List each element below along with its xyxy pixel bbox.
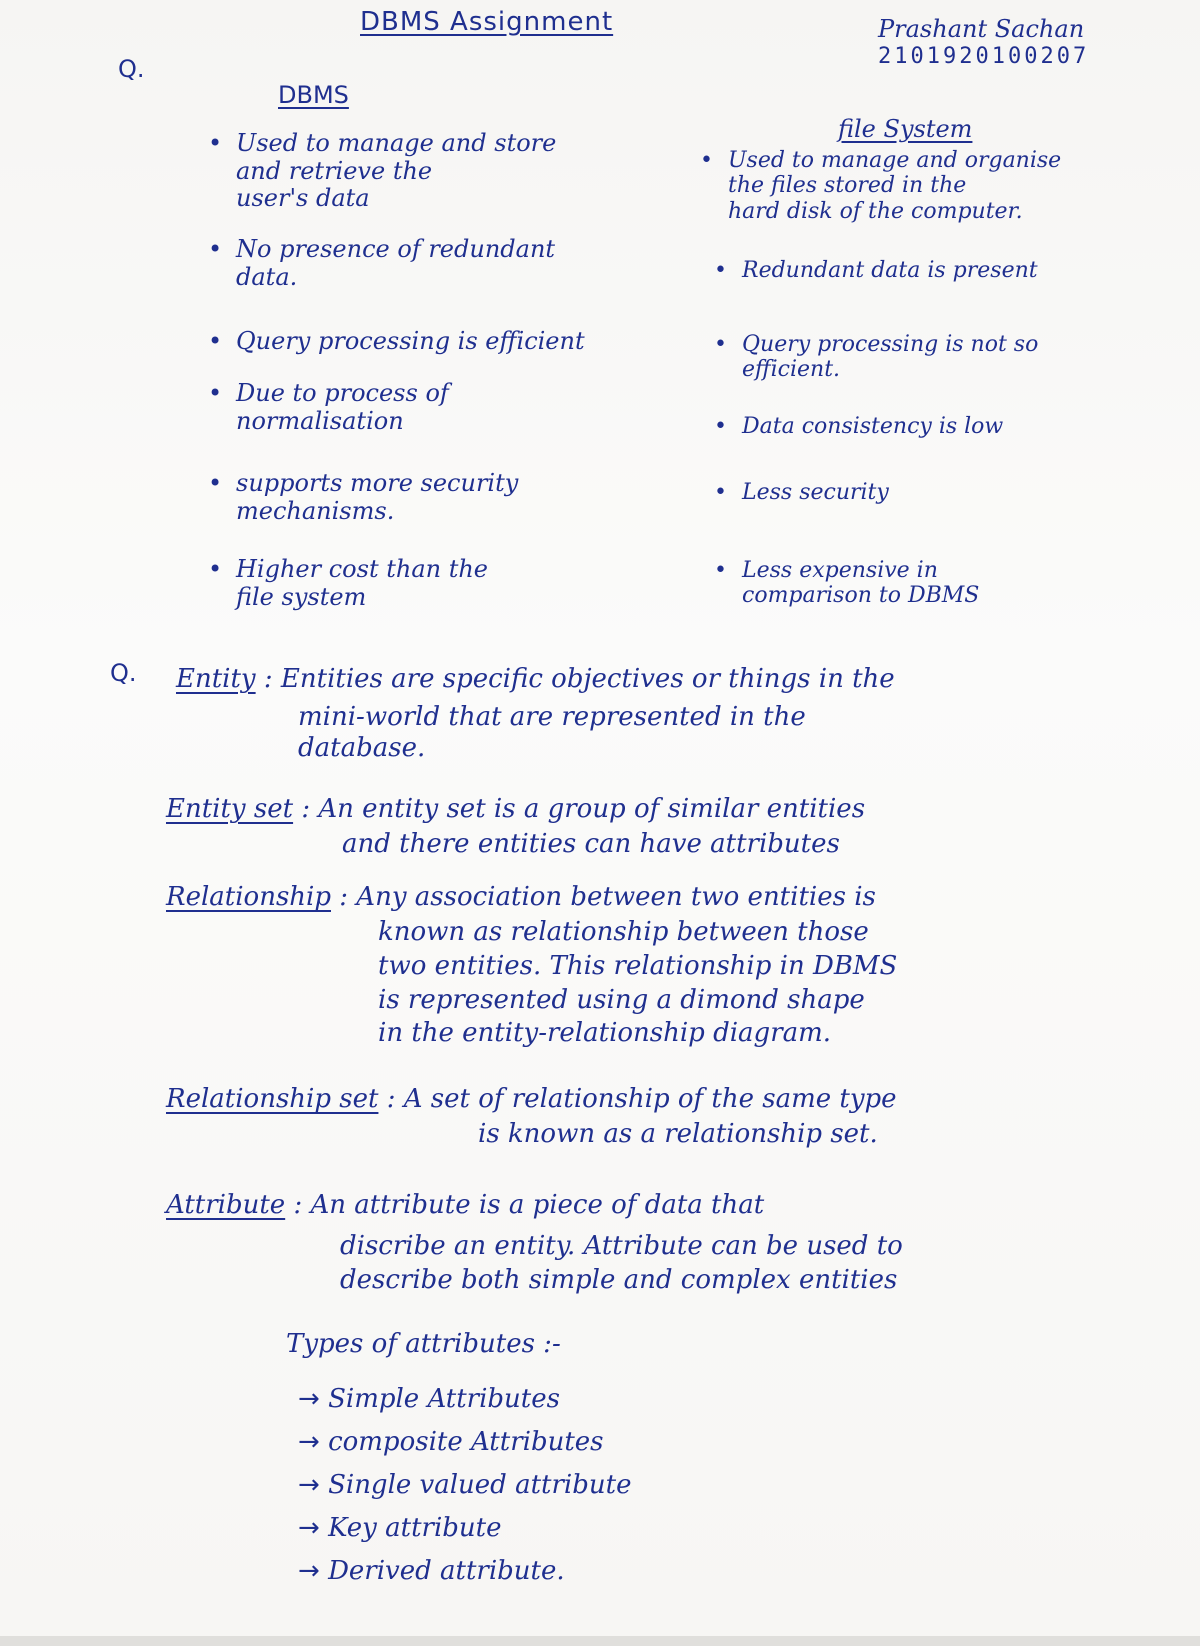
dbms-point-1 (236, 130, 556, 213)
file-system-point-6-line: • Less expensive in (742, 558, 938, 583)
dbms-point-6 (236, 556, 488, 611)
attribute-type-text: Derived attribute. (328, 1555, 565, 1586)
entity-set-label: Entity set (166, 794, 294, 824)
dbms-point-2 (236, 236, 555, 291)
question-2-marker: Q. (110, 659, 137, 687)
dbms-point-5 (236, 470, 518, 525)
file-system-point-3-line: • Query processing is not so (742, 332, 1039, 357)
relationship-line-2: known as relationship between those (378, 917, 869, 947)
dbms-point-6-line: file system (236, 582, 367, 611)
author-name: Prashant Sachan (878, 15, 1085, 43)
attribute-type-item: → composite Attributes (298, 1426, 604, 1457)
entity-definition-cont (298, 702, 806, 764)
attribute-type-item: → Derived attribute. (298, 1555, 565, 1586)
attribute-line-1: An attribute is a piece of data that (310, 1190, 765, 1220)
attribute-types-list (298, 1378, 631, 1592)
file-system-point-3-line: efficient. (742, 357, 841, 383)
entity-label: Entity (176, 664, 256, 694)
file-system-point-5-line: • Less security (742, 480, 889, 505)
dbms-point-1-line: • Used to manage and store (236, 129, 557, 157)
relationship-set-line-2: is known as a relationship set. (478, 1119, 878, 1149)
file-system-point-5 (742, 480, 889, 505)
dbms-point-2-line: • No presence of redundant (236, 235, 556, 263)
attribute-line-3: describe both simple and complex entities (340, 1264, 898, 1295)
file-system-point-4-line: • Data consistency is low (742, 414, 1004, 439)
assignment-title: DBMS Assignment (360, 7, 614, 37)
dbms-point-5-line: mechanisms. (236, 496, 395, 525)
question-1-marker: Q. (118, 55, 145, 83)
relationship-definition-cont (378, 916, 897, 1051)
attribute-label: Attribute (166, 1190, 286, 1220)
dbms-point-5-line: • supports more security (236, 469, 519, 497)
dbms-point-6-line: • Higher cost than the (236, 555, 489, 583)
attribute-type-text: Key attribute (328, 1512, 502, 1543)
attribute-definition: Attribute : An attribute is a piece of data that (166, 1190, 765, 1220)
relationship-line-4: is represented using a dimond shape (378, 984, 865, 1015)
attribute-types-heading: Types of attributes :- (286, 1329, 561, 1359)
relationship-label: Relationship (166, 882, 331, 912)
attribute-type-text: composite Attributes (328, 1426, 604, 1457)
dbms-point-3 (236, 328, 585, 356)
relationship-line-5: in the entity-relationship diagram. (378, 1018, 832, 1049)
file-system-column-heading: file System (838, 115, 973, 143)
roll-number: 2101920100207 (878, 44, 1090, 69)
attribute-type-item: → Key attribute (298, 1512, 502, 1543)
attribute-type-item: → Single valued attribute (298, 1469, 632, 1500)
page-bottom-edge (0, 1636, 1200, 1646)
entity-line-1: Entities are specific objectives or things in the (280, 664, 895, 694)
entity-set-line-1: An entity set is a group of similar entities (318, 794, 866, 824)
entity-line-2: mini-world that are represented in the (298, 702, 806, 732)
dbms-point-4-line: • Due to process of (236, 379, 449, 407)
file-system-point-3 (742, 332, 1038, 383)
file-system-point-6-line: comparison to DBMS (742, 583, 980, 609)
file-system-point-1 (728, 148, 1061, 224)
attribute-definition-cont (340, 1230, 903, 1298)
attribute-type-text: Simple Attributes (328, 1384, 560, 1414)
entity-set-line-2: and there entities can have attributes (342, 829, 840, 859)
relationship-set-definition: Relationship set : A set of relationship of the same type (166, 1084, 897, 1114)
relationship-definition: Relationship : Any association between two entities is (166, 882, 876, 912)
dbms-point-4 (236, 380, 449, 435)
attribute-type-text: Single valued attribute (328, 1469, 632, 1500)
file-system-point-2 (742, 258, 1038, 283)
entity-line-3: database. (298, 733, 426, 764)
relationship-line-1: Any association between two entities is (356, 882, 876, 912)
relationship-line-3: two entities. This relationship in DBMS (378, 950, 898, 981)
dbms-point-4-line: normalisation (236, 406, 404, 435)
attribute-line-2: discribe an entity. Attribute can be used to (340, 1231, 903, 1261)
attribute-type-item: → Simple Attributes (298, 1384, 560, 1414)
file-system-point-1-line: the files stored in the (728, 173, 967, 199)
dbms-point-3-line: • Query processing is efficient (236, 327, 585, 355)
relationship-set-label: Relationship set (166, 1084, 379, 1114)
dbms-point-1-line: user's data (236, 184, 370, 213)
file-system-point-1-line: hard disk of the computer. (728, 198, 1023, 224)
file-system-point-6 (742, 558, 979, 609)
file-system-point-4 (742, 414, 1003, 439)
file-system-point-1-line: • Used to manage and organise (728, 148, 1062, 173)
dbms-point-1-line: and retrieve the (236, 156, 433, 185)
dbms-point-2-line: data. (236, 262, 298, 291)
dbms-column-heading: DBMS (278, 81, 349, 109)
entity-definition: Entity : Entities are specific objectives or things in the (176, 664, 895, 694)
relationship-set-line-1: A set of relationship of the same type (403, 1084, 897, 1114)
file-system-point-2-line: • Redundant data is present (742, 258, 1038, 283)
entity-set-definition: Entity set : An entity set is a group of similar entities (166, 794, 866, 824)
